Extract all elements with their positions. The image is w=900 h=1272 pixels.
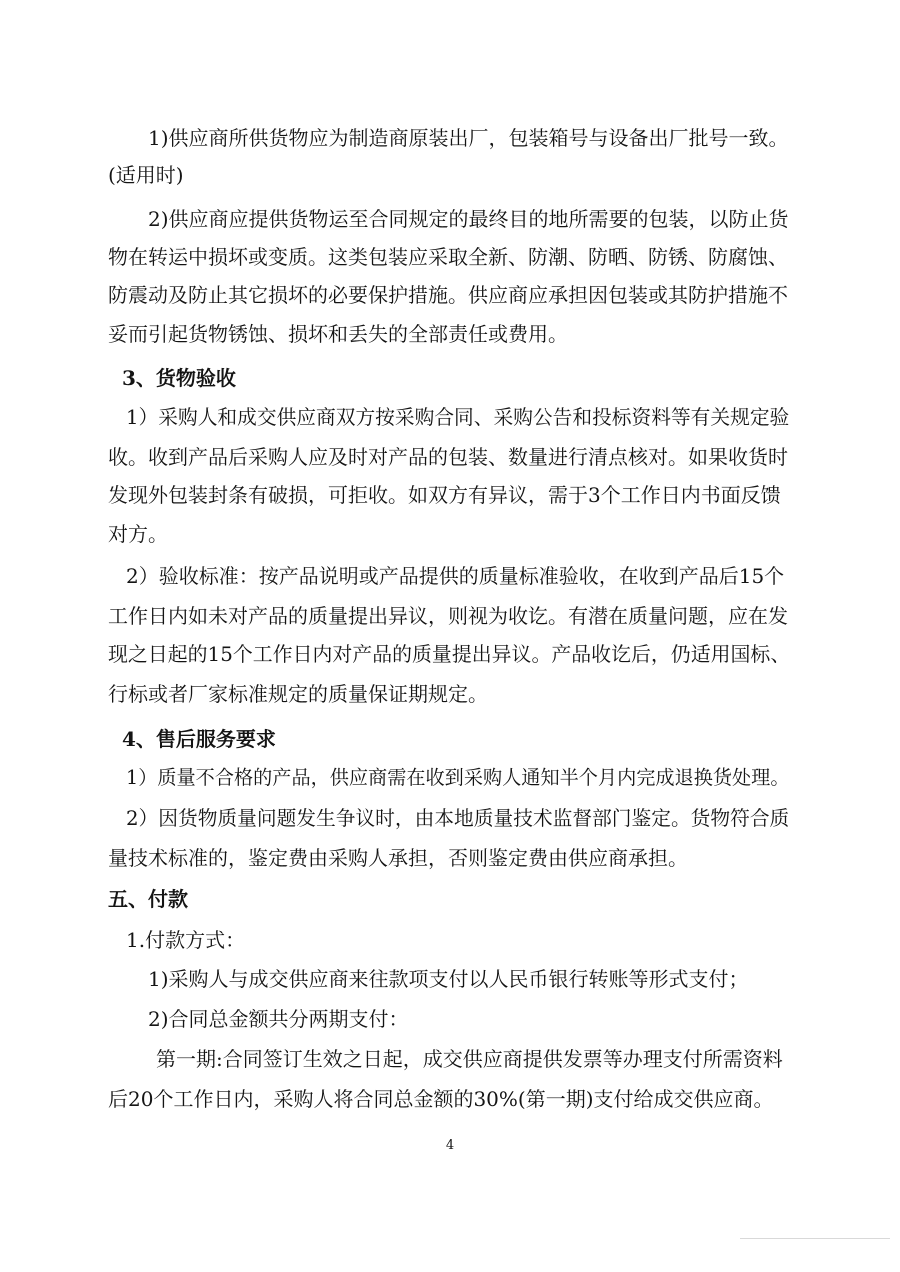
text-line: 1）质量不合格的产品，供应商需在收到采购人通知半个月内完成退换货处理。 xyxy=(126,766,790,789)
text-line: 对方。 xyxy=(108,522,168,546)
text-line: 工作日内如未对产品的质量提出异议，则视为收讫。有潜在质量问题，应在发 xyxy=(108,604,788,628)
page-number: 4 xyxy=(445,1138,455,1153)
text-line: 1）采购人和成交供应商双方按采购合同、采购公告和投标资料等有关规定验 xyxy=(126,406,790,429)
text-line: 现之日起的15个工作日内对产品的质量提出异议。产品收讫后，仍适用国标、 xyxy=(108,643,791,666)
text-line: 量技术标准的，鉴定费由采购人承担，否则鉴定费由供应商承担。 xyxy=(108,846,688,870)
text-line: 第一期:合同签订生效之日起，成交供应商提供发票等办理支付所需资料 xyxy=(156,1047,783,1071)
text-line: 行标或者厂家标准规定的质量保证期规定。 xyxy=(108,682,488,706)
section-heading: 五、付款 xyxy=(108,887,188,911)
text-line: 收。收到产品后采购人应及时对产品的包装、数量进行清点核对。如果收货时 xyxy=(108,445,788,469)
text-line: (适用时) xyxy=(108,163,184,187)
section-heading: 4、售后服务要求 xyxy=(122,727,276,751)
text-line: 2）因货物质量问题发生争议时，由本地质量技术监督部门鉴定。货物符合质 xyxy=(126,807,790,830)
text-line: 2）验收标准：按产品说明或产品提供的质量标准验收，在收到产品后15个 xyxy=(126,564,785,588)
text-line: 后20个工作日内，采购人将合同总金额的30%(第一期)支付给成交供应商。 xyxy=(108,1087,774,1111)
text-line: 妥而引起货物锈蚀、损坏和丢失的全部责任或费用。 xyxy=(108,322,568,346)
text-line: 发现外包装封条有破损，可拒收。如双方有异议，需于3个工作日内书面反馈 xyxy=(108,483,781,507)
section-heading: 3、货物验收 xyxy=(122,366,236,390)
text-line: 1.付款方式： xyxy=(126,928,246,952)
text-line: 1)采购人与成交供应商来往款项支付以人民币银行转账等形式支付； xyxy=(148,967,749,991)
text-line: 2)合同总金额共分两期支付： xyxy=(148,1007,409,1031)
text-line: 防震动及防止其它损坏的必要保护措施。供应商应承担因包装或其防护措施不 xyxy=(108,283,788,307)
text-line: 物在转运中损坏或变质。这类包装应采取全新、防潮、防晒、防锈、防腐蚀、 xyxy=(108,245,788,269)
text-line: 2)供应商应提供货物运至合同规定的最终目的地所需要的包装，以防止货 xyxy=(148,207,789,231)
text-line: 1)供应商所供货物应为制造商原装出厂，包装箱号与设备出厂批号一致。 xyxy=(148,126,789,150)
scan-edge-divider xyxy=(740,1238,890,1239)
